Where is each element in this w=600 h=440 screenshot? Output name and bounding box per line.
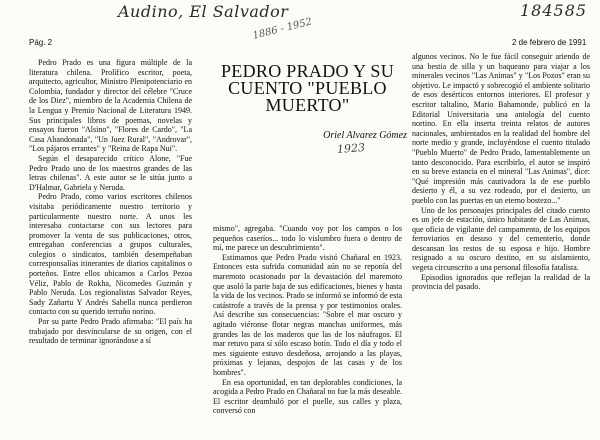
- paragraph: Uno de los personajes principales del citado cuento es un jefe de estación, único habitante de Las Animas, que oficia de vigilante del campamento, de los equipos ferroviarios en desuso y del cementerio, donde descansan los restos de su esposa e hijo. Hombre resignado a su oscuro destino, en su aislamiento, vegeta circunscrito a una personal filosofía fatalista.: [412, 205, 590, 273]
- paragraph: Episodios ignorados que reflejan la realidad de la provincia del pasado.: [412, 272, 590, 292]
- article-byline: Oriel Alvarez Gómez: [323, 130, 407, 141]
- paragraph: Según el desaparecido crítico Alone, "Fue Pedro Prado uno de los maestros grandes de las letras chilenas". A este autor se le sitúa junto a D'Halmar, Gabriela y Neruda.: [29, 153, 192, 192]
- paragraph: mismo", agregaba. "Cuando voy por los campos o los pequeños caseríos... todo lo vislumbro fuera o dentro de mí, me parece un descubrimiento".: [213, 224, 402, 253]
- handwritten-archive-id: 184585: [520, 1, 588, 20]
- article-title: PEDRO PRADO Y SU CUENTO "PUEBLO MUERTO": [221, 61, 394, 115]
- paragraph: En esa oportunidad, en tan deplorables condiciones, la acogida a Pedro Prado en Chañaral no fue la más deseable. El escritor deambuló por el puelle, sus calles y plaza, conversó con: [213, 377, 402, 416]
- paragraph: Por su parte Pedro Prado afirmaba: "El país ha trabajado por desvincularse de su origen, con el resultado de terminar ignorándose a sí: [29, 317, 192, 346]
- article-column-2: [213, 224, 402, 416]
- paragraph: Pedro Prado, como varios escritores chilenos visitaba periódicamente nuestro territorio y particularmente nuestro norte. A unos les interesaba contactarse con sus lectores para promover la venta de sus publicaciones, otros, entregaban conferencias a grupos culturales, colegios o sindicatos, también desempeñaban corresponsalías itinerantes de diarios capitalinos o porteños. Entre ellos ubicamos a Carlos Pezoa Véliz, Pablo de Rokha, Nicomedes Guzmán y Pablo Neruda. Los regionalistas Salvador Reyes, Sady Zañartu Y Andrés Sabella nunca perdieron contacto con su querido terruño norino.: [29, 192, 192, 317]
- paragraph: algunos vecinos. No le fue fácil conseguir ariendo de una bestia de silla y un baqueano para viajar a los minerales vecinos "Las Animas" y "Los Pozos" eran su objetivo. Le impactó y sobrecogió el ambiente solitario de esos desérticos entornos interiores. El profesor y escritor taltalino, Mario Bahamonde, publicó en la Editorial Universitaria una antología del cuento nortino. En ella inserta treinta relatos de autores nacionales, ambientados en la realidad del hombre del norte medio y grande, incluyéndose el cuento titulado "Pueblo Muerto" de Pedro Prado, lamentablemente un tanto desconocido. Para escribirlo, el autor se inspiró en su breve estancia en el mineral "Las Animas", dice: "Qué impresión más cautivadora la de ese pueblo desierto y él, a su vez rodeado, por el desierto, un pueblo con las puertas en un eterno bostezo...": [412, 52, 590, 205]
- handwritten-years-note: 1886 - 1952: [251, 16, 314, 42]
- handwritten-source-note: Audino, El Salvador: [118, 2, 289, 21]
- handwritten-year-note: 1923: [336, 141, 366, 156]
- article-column-1: [29, 58, 192, 346]
- paragraph: Pedro Prado es una figura múltiple de la literatura chilena. Prolífico escritor, poeta, arquitecto, agricultor, Ministro Plenipotenciario en Colombia, fundador y director del célebre "Cruce de los Diez", miembro de la Academia Chilena de la Lengua y Premio Nacional de Literatura 1949. Sus principales libros de poemas, novelas y ensayos fueron "Alsino", "Flores de Cardo", "La Casa Abandonada", "Un Juez Rural", "Androvar", "Los pájaros errantes" y "Reina de Rapa Nui".: [29, 58, 192, 154]
- page-number: Pág. 2: [29, 38, 53, 47]
- paragraph: Estimamos que Pedro Prado visitó Chañaral en 1923. Entonces esta sufrida comunidad aún no se reponía del maremoto ocasionado por la devastación del maremoto que asoló la parte baja de sus edificaciones, bienes y hasta la vida de los vecinos. Prado se informó se informó de esta catástrofe a través de la prensa y por testimonios orales. Así describe sus consecuencias: "Sobre el mar oscuro y agitado viéronse flotar negras manchas uniformes, más grandes las de los maderos que las de los náufragos. El mar retuvo para sí sólo escaso botín. Todo el día y todo el mes siguiente estuvo desdeñosa, arrojando a las playas, próximas y lejanas, despojos de las casas y de los hombres".: [213, 252, 402, 377]
- publication-date: 2 de febrero de 1991: [512, 38, 587, 47]
- article-column-3: [412, 52, 590, 292]
